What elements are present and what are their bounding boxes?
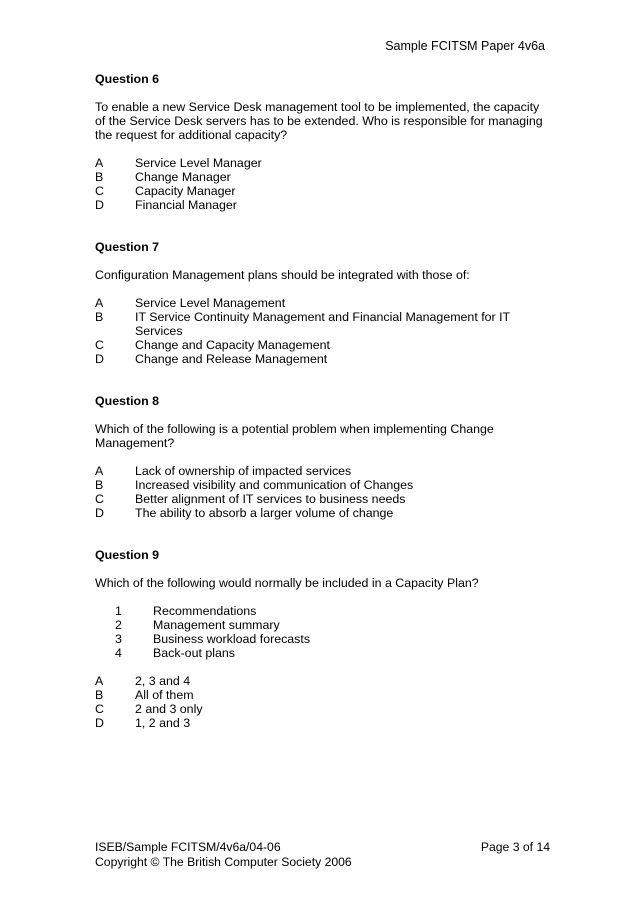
option-d [95, 352, 550, 366]
option-text: 1, 2 and 3 [135, 716, 191, 730]
option-d [95, 716, 550, 730]
option-b [95, 478, 550, 492]
item-number: 3 [115, 632, 122, 646]
numbered-item [95, 618, 550, 632]
option-text: Change Manager [135, 170, 231, 184]
option-d [95, 198, 550, 212]
option-text: IT Service Continuity Management and Financial Management for IT Services [135, 310, 510, 338]
question-text: Which of the following would normally be included in a Capacity Plan? [95, 576, 479, 590]
option-letter: D [95, 198, 104, 212]
option-letter: D [95, 506, 104, 520]
question-text: Configuration Management plans should be integrated with those of: [95, 268, 470, 282]
option-a [95, 296, 550, 310]
numbered-item [95, 646, 550, 660]
option-text: Better alignment of IT services to business needs [135, 492, 406, 506]
option-a [95, 674, 550, 688]
question-text: Which of the following is a potential problem when implementing Change Management? [95, 422, 494, 450]
question-text: To enable a new Service Desk management tool to be implemented, the capacity of the Service Desk servers has to be extended. Who is responsible for managing the request for additional capacity? [95, 100, 543, 142]
option-letter: B [95, 310, 104, 324]
option-b [95, 310, 550, 338]
option-text: All of them [135, 688, 194, 702]
option-text: 2, 3 and 4 [135, 674, 191, 688]
option-text: Increased visibility and communication of Changes [135, 478, 414, 492]
question-7 [95, 240, 550, 366]
option-text: Financial Manager [135, 198, 237, 212]
question-title: Question 7 [95, 240, 160, 254]
footer-row [95, 840, 550, 855]
option-letter: A [95, 464, 104, 478]
answer-options [95, 296, 550, 366]
option-text: Service Level Manager [135, 156, 262, 170]
item-number: 1 [115, 604, 122, 618]
numbered-items [95, 604, 550, 660]
option-text: Change and Capacity Management [135, 338, 330, 352]
option-letter: D [95, 352, 104, 366]
question-title: Question 6 [95, 72, 160, 86]
option-text: The ability to absorb a larger volume of change [135, 506, 394, 520]
copyright-notice: Copyright © The British Computer Society 2006 [95, 855, 352, 869]
option-c [95, 338, 550, 352]
option-letter: A [95, 296, 104, 310]
option-letter: C [95, 338, 104, 352]
question-title: Question 8 [95, 394, 160, 408]
option-c [95, 184, 550, 198]
option-text: Change and Release Management [135, 352, 328, 366]
option-letter: C [95, 702, 104, 716]
document-body [95, 72, 550, 758]
option-letter: B [95, 170, 104, 184]
numbered-item [95, 632, 550, 646]
item-text: Back-out plans [153, 646, 235, 660]
option-text: Capacity Manager [135, 184, 236, 198]
question-8 [95, 394, 550, 520]
document-reference: ISEB/Sample FCITSM/4v6a/04-06 [95, 840, 281, 854]
question-6 [95, 72, 550, 212]
answer-options [95, 156, 550, 212]
option-d [95, 506, 550, 520]
question-title: Question 9 [95, 548, 160, 562]
option-text: Service Level Management [135, 296, 286, 310]
page-number: Page 3 of 14 [480, 840, 550, 854]
option-letter: C [95, 492, 104, 506]
answer-options [95, 674, 550, 730]
option-letter: C [95, 184, 104, 198]
running-header: Sample FCITSM Paper 4v6a [385, 39, 545, 53]
page-footer [95, 840, 550, 870]
option-letter: B [95, 688, 104, 702]
item-text: Recommendations [153, 604, 257, 618]
option-letter: A [95, 674, 104, 688]
option-letter: D [95, 716, 104, 730]
option-letter: A [95, 156, 104, 170]
option-letter: B [95, 478, 104, 492]
answer-options [95, 464, 550, 520]
option-text: 2 and 3 only [135, 702, 203, 716]
option-a [95, 464, 550, 478]
item-number: 2 [115, 618, 122, 632]
option-b [95, 688, 550, 702]
item-text: Management summary [153, 618, 280, 632]
option-c [95, 492, 550, 506]
question-9 [95, 548, 550, 730]
option-a [95, 156, 550, 170]
item-text: Business workload forecasts [153, 632, 311, 646]
option-text: Lack of ownership of impacted services [135, 464, 352, 478]
option-c [95, 702, 550, 716]
option-b [95, 170, 550, 184]
numbered-item [95, 604, 550, 618]
item-number: 4 [115, 646, 122, 660]
